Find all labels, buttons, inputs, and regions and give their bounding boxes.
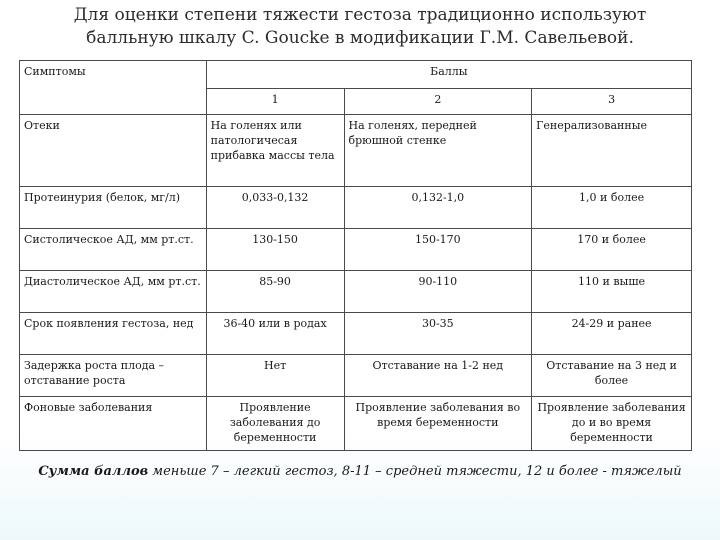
- value-cell: Проявление заболевания до и во время беременности: [532, 397, 692, 451]
- table-row: [20, 355, 692, 397]
- header-symptoms: Симптомы: [20, 61, 207, 115]
- value-cell: 90-110: [344, 271, 532, 313]
- header-points: Баллы: [206, 61, 691, 89]
- value-cell: 24-29 и ранее: [532, 313, 692, 355]
- gestosis-scale-table: [19, 60, 692, 451]
- value-cell: 170 и более: [532, 229, 692, 271]
- value-cell: Отставание на 1-2 нед: [344, 355, 532, 397]
- symptom-cell: Срок появления гестоза, нед: [20, 313, 207, 355]
- value-cell: 0,132-1,0: [344, 187, 532, 229]
- symptom-cell: Фоновые заболевания: [20, 397, 207, 451]
- header-point-1: 1: [206, 89, 344, 115]
- score-summary-bold: Сумма баллов: [38, 464, 149, 479]
- value-cell: 0,033-0,132: [206, 187, 344, 229]
- header-point-2: 2: [344, 89, 532, 115]
- symptom-cell: Систолическое АД, мм рт.ст.: [20, 229, 207, 271]
- value-cell: Проявление заболевания до беременности: [206, 397, 344, 451]
- table-row: [20, 313, 692, 355]
- value-cell: 36-40 или в родах: [206, 313, 344, 355]
- table-row: [20, 187, 692, 229]
- value-cell: Нет: [206, 355, 344, 397]
- slide-title: [20, 4, 700, 50]
- value-cell: На голенях, передней брюшной стенке: [344, 115, 532, 187]
- symptom-cell: Задержка роста плода – отставание роста: [20, 355, 207, 397]
- value-cell: На голенях или патологичесая прибавка массы тела: [206, 115, 344, 187]
- symptom-cell: Протеинурия (белок, мг/л): [20, 187, 207, 229]
- value-cell: Проявление заболевания во время беременности: [344, 397, 532, 451]
- table-row: [20, 229, 692, 271]
- table-row: [20, 397, 692, 451]
- symptom-cell: Диастолическое АД, мм рт.ст.: [20, 271, 207, 313]
- header-point-3: 3: [532, 89, 692, 115]
- value-cell: 150-170: [344, 229, 532, 271]
- score-summary-text: меньше 7 – легкий гестоз, 8-11 – средней тяжести, 12 и более - тяжелый: [148, 464, 682, 479]
- value-cell: 130-150: [206, 229, 344, 271]
- value-cell: Отставание на 3 нед и более: [532, 355, 692, 397]
- table-row: [20, 115, 692, 187]
- table-row: [20, 271, 692, 313]
- score-summary-note: [30, 463, 690, 480]
- symptom-cell: Отеки: [20, 115, 207, 187]
- slide-title-line-1: Для оценки степени тяжести гестоза традиционно используют: [73, 5, 647, 25]
- table-header-row: [20, 61, 692, 89]
- value-cell: 30-35: [344, 313, 532, 355]
- slide-title-line-2: балльную шкалу C. Goucke в модификации Г.М. Савельевой.: [86, 28, 634, 48]
- value-cell: 110 и выше: [532, 271, 692, 313]
- value-cell: Генерализованные: [532, 115, 692, 187]
- value-cell: 85-90: [206, 271, 344, 313]
- value-cell: 1,0 и более: [532, 187, 692, 229]
